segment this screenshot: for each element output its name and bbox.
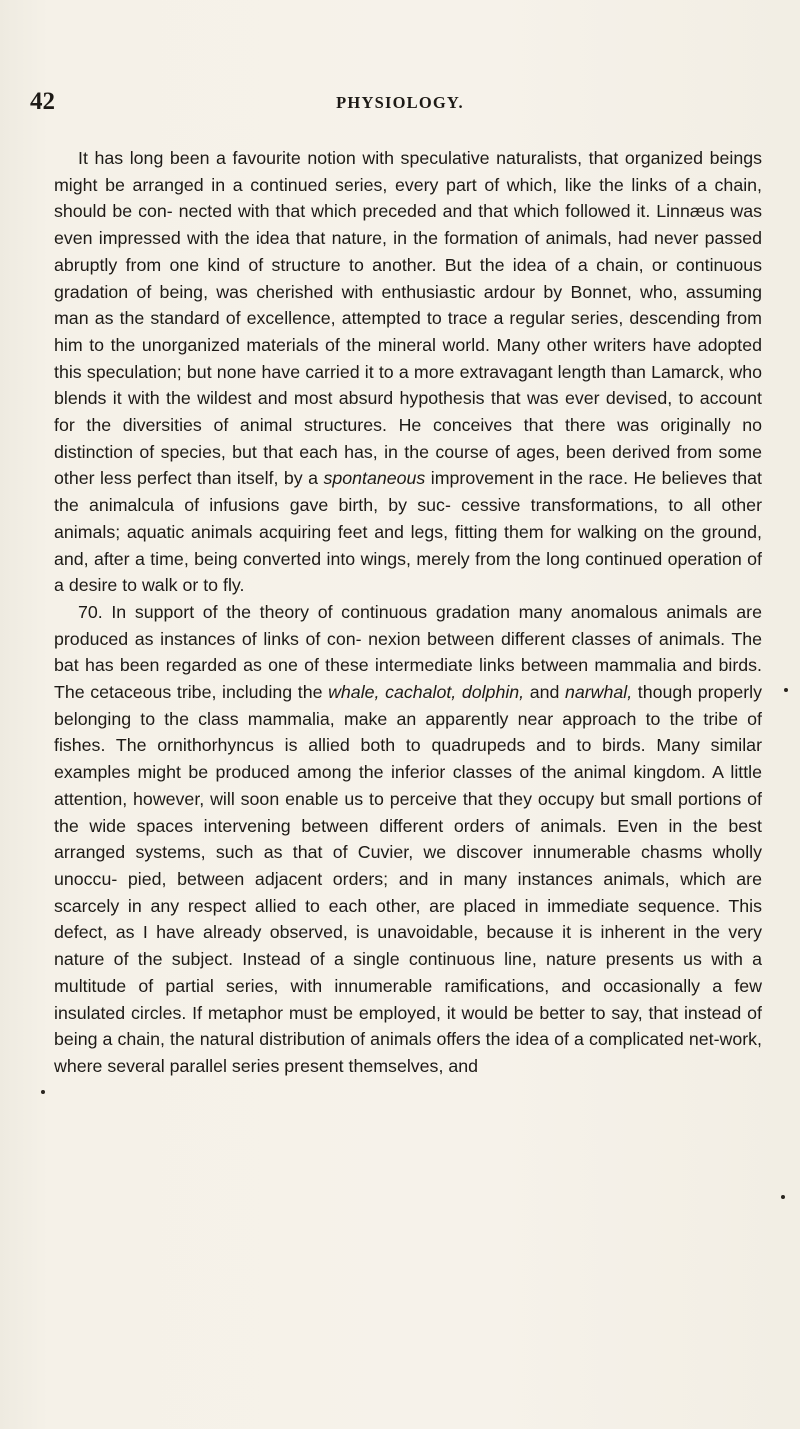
ink-speck <box>781 1195 785 1199</box>
text-run: improvement in the race. He believes that the animalcula of infusions gave birth, by suc- cessive transformations, to all other animals; aquatic animals acquiring feet and legs, fitting them for walking on the ground, and, after a time, being converted into wings, merely from the long continued operation of a desire to walk or to fly. <box>54 468 762 596</box>
text-run: and <box>524 682 565 703</box>
page-header <box>30 88 770 118</box>
italic-run: spontaneous <box>323 468 426 489</box>
ink-speck <box>41 1090 45 1094</box>
italic-run: whale, cachalot, dolphin, <box>328 682 525 703</box>
text-run: though properly belonging to the class mammalia, make an apparently near approach to the tribe of fishes. The ornithorhyncus is allied both to quadrupeds and to birds. Many similar examples might be produced among the inferior classes of the animal kingdom. A little attention, however, will soon enable us to perceive that they occupy but small portions of the wide spaces intervening between different orders of animals. Even in the best arranged systems, such as that of Cuvier, we discover innumerable chasms wholly unoccu- pied, between adjacent orders; and in many instances animals, which are scarcely in any respect allied to each other, are placed in immediate sequence. This defect, as I have already observed, is unavoidable, because it is inherent in the very nature of the subject. Instead of a single continuous line, nature presents us with a multitude of partial series, with innumerable ramifications, and occasionally a few insulated circles. If metaphor must be employed, it would be better to say, that instead of being a chain, the natural distribution of animals offers the idea of a complicated net-work, where several parallel series present themselves, and <box>54 682 762 1076</box>
italic-run: narwhal, <box>564 682 633 703</box>
paragraph <box>54 599 762 1080</box>
paragraph <box>54 145 762 599</box>
text-run: 70. In support of the theory of continuous gradation many anomalous animals are produced as instances of links of con- nexion between different classes of animals. The bat has been regarded as one of these intermediate links between mammalia and birds. The cetaceous tribe, including the <box>54 601 762 703</box>
running-head: PHYSIOLOGY. <box>336 93 464 112</box>
body-text <box>54 145 762 1080</box>
page-number: 42 <box>30 88 55 115</box>
text-run: It has long been a favourite notion with speculative naturalists, that organized beings might be arranged in a continued series, every part of which, like the links of a chain, should be con- nected with that which preceded and that which followed it. Linnæus was even impressed with the idea that nature, in the formation of animals, had never passed abruptly from one kind of structure to another. But the idea of a chain, or continuous gradation of being, was cherished with enthusiastic ardour by Bonnet, who, assuming man as the standard of excellence, attempted to trace a regular series, descending from him to the unorganized materials of the mineral world. Many other writers have adopted this speculation; but none have carried it to a more extravagant length than Lamarck, who blends it with the wildest and most absurd hypothesis that was ever devised, to account for the diversities of animal structures. He conceives that there was originally no distinction of species, but that each has, in the course of ages, been derived from some other less perfect than itself, by a <box>54 148 762 489</box>
ink-speck <box>784 688 788 692</box>
